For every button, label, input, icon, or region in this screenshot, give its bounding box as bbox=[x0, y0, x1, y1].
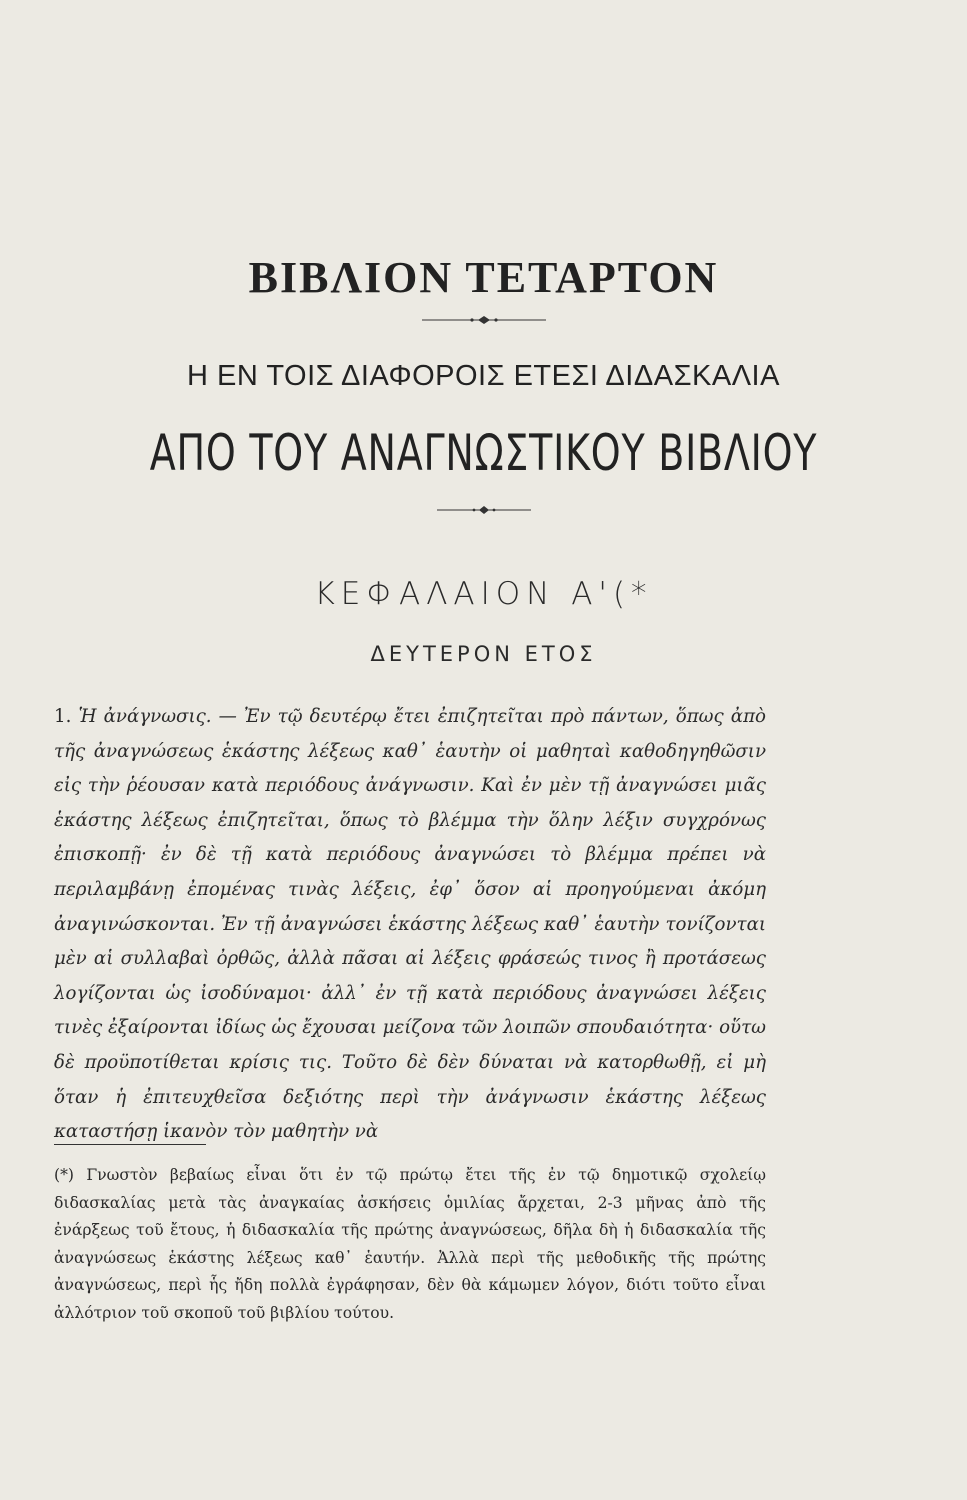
section-text: — Ἐν τῷ δευτέρῳ ἔτει ἐπιζητεῖται πρὸ πάντων, ὅπως ἀπὸ τῆς ἀναγνώσεως ἑκάστης λέξεως καθ᾿ ἑαυτὴν οἱ μαθηταὶ καθοδηγηθῶσιν εἰς τὴν ῥέουσαν κατὰ περιόδους ἀνάγνωσιν. Καὶ ἐν μὲν τῇ ἀναγνώσει μιᾶς ἑκάστης λέξεως ἐπιζητεῖται, ὅπως τὸ βλέμμα τὴν ὅλην λέξιν συγχρόνως ἐπισκοπῇ· ἐν δὲ τῇ κατὰ περιόδους ἀναγνώσει τὸ βλέμμα πρέπει νὰ περιλαμβάνῃ ἐπομένας τινὰς λέξεις, ἐφ᾿ ὅσον αἱ προηγούμεναι ἀκόμη ἀναγινώσκονται. Ἐν τῇ ἀναγνώσει ἑκάστης λέξεως καθ᾿ ἑαυτὴν τονίζονται μὲν αἱ συλλαβαὶ ὀρθῶς, ἀλλὰ πᾶσαι αἱ λέξεις φράσεώς τινος ἢ προτάσεως λογίζονται ὡς ἰσοδύναμοι· ἀλλ᾿ ἐν τῇ κατὰ περιόδους ἀναγνώσει λέξεις τινὲς ἐξαίρονται ἰδίως ὡς ἔχουσαι μείζονα τῶν λοιπῶν σπουδαιότητα· οὕτω δὲ προϋποτίθεται κρίσις τις. Τοῦτο δὲ δὲν δύναται νὰ κατορθωθῇ, εἰ μὴ ὅταν ἡ ἐπιτευχθεῖσα δεξιότης περὶ τὴν ἀνάγνωσιν ἑκάστης λέξεως καταστήσῃ ἱκανὸν τὸν μαθητὴν νὰ bbox=[54, 706, 766, 1143]
footnote bbox=[54, 1162, 766, 1328]
ornament-divider bbox=[0, 313, 967, 327]
section-paragraph bbox=[54, 700, 766, 1150]
section-number: 1. bbox=[54, 706, 72, 727]
footnote-mark: (*) bbox=[54, 1166, 74, 1184]
year-heading: ΔΕΥΤΕΡΟΝ ΕΤΟΣ bbox=[370, 642, 597, 666]
footnote-text: Γνωστὸν βεβαίως εἶναι ὅτι ἐν τῷ πρώτῳ ἔτει τῆς ἐν τῷ δημοτικῷ σχολείῳ διδασκαλίας μετὰ τὰς ἀναγκαίας ἀσκήσεις ὁμιλίας ἄρχεται, 2-3 μῆνας ἀπὸ τῆς ἐνάρξεως τοῦ ἔτους, ἡ διδασκαλία τῆς πρώτης ἀναγνώσεως, δῆλα δὴ ἡ διδασκαλία τῆς ἀναγνώσεως ἑκάστης λέξεως καθ᾿ ἑαυτήν. Ἀλλὰ περὶ τῆς μεθοδικῆς τῆς πρώτης ἀναγνώσεως, περὶ ἧς ἤδη πολλὰ ἐγράφησαν, δὲν θὰ κάμωμεν λόγον, διότι τοῦτο εἶναι ἀλλότριον τοῦ σκοποῦ τοῦ βιβλίου τούτου. bbox=[54, 1166, 766, 1322]
footnote-rule bbox=[54, 1144, 206, 1145]
ornament-divider-2 bbox=[0, 503, 967, 517]
chapter-title: ΚΕΦΑΛΑΙΟΝ Α'(* bbox=[314, 576, 653, 612]
section-title: Ἡ ἀνάγνωσις. bbox=[78, 706, 212, 727]
book-title: ΒΙΒΛΙΟΝ ΤΕΤΑΡΤΟΝ bbox=[248, 253, 719, 302]
subtitle-line2: ΑΠΟ ΤΟΥ ΑΝΑΓΝΩΣΤΙΚΟΥ ΒΙΒΛΙΟΥ bbox=[149, 424, 818, 482]
subtitle-line1: Η ΕΝ ΤΟΙΣ ΔΙΑΦΟΡΟΙΣ ΕΤΕΣΙ ΔΙΔΑΣΚΑΛΙΑ bbox=[187, 360, 780, 392]
